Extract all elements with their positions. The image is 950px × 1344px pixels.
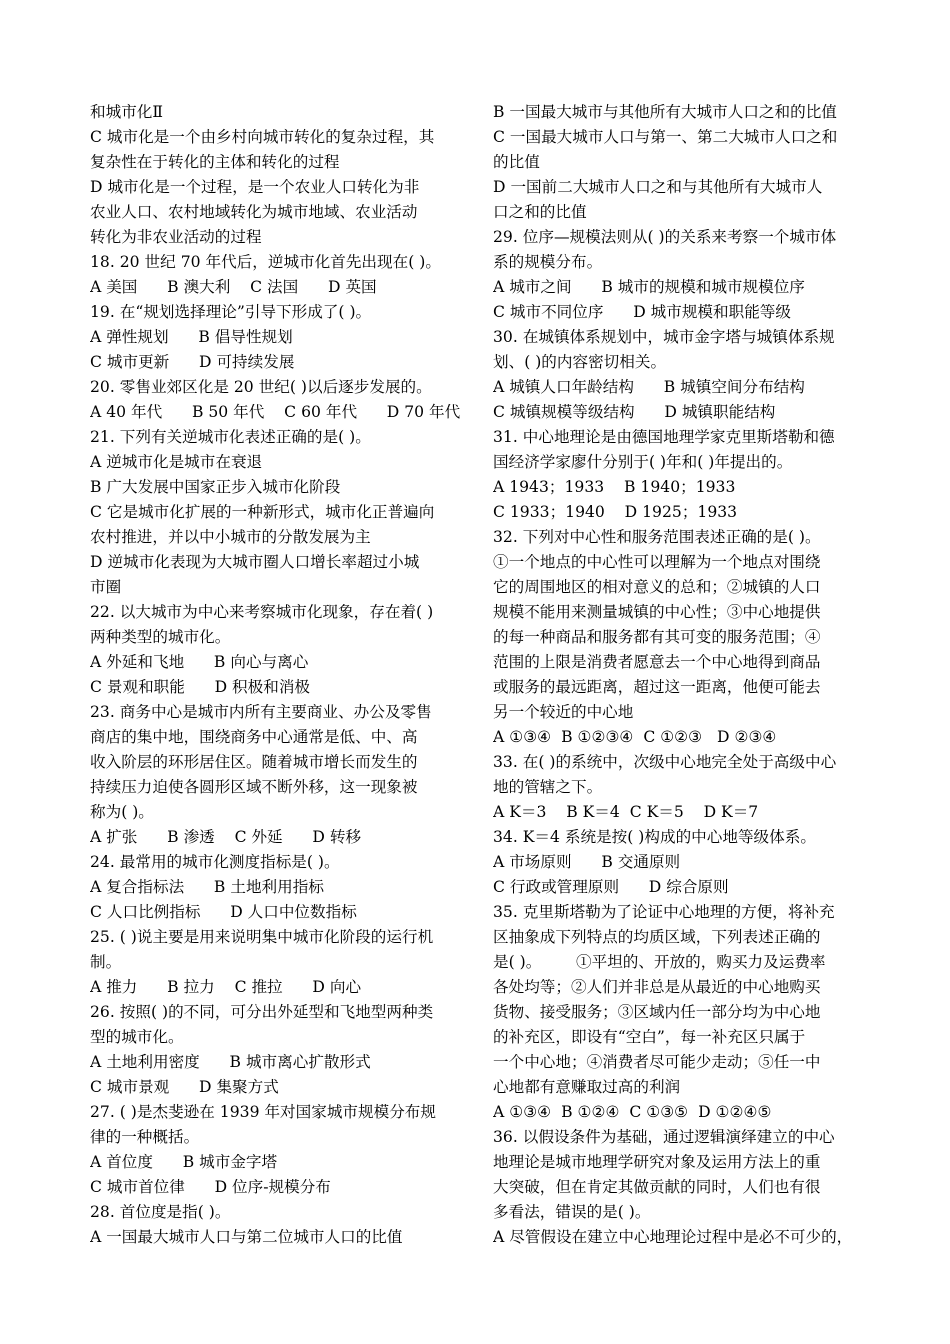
text-line: 34. K＝4 系统是按( )构成的中心地等级体系。 [493, 828, 816, 846]
text-line: 25. ( )说主要是用来说明集中城市化阶段的运行机 [90, 928, 434, 946]
text-line: 心地都有意赚取过高的利润 [493, 1078, 681, 1096]
text-line: A 逆城市化是城市在衰退 [90, 453, 263, 471]
text-line: A 外延和飞地 B 向心与离心 [90, 653, 309, 671]
left-text-column [90, 100, 460, 1250]
text-line: D 一国前二大城市人口之和与其他所有大城市人 [493, 178, 823, 196]
text-line: A 美国 B 澳大利 C 法国 D 英国 [90, 278, 377, 296]
text-line: 系的规模分布。 [493, 253, 603, 271]
text-line: 大突破，但在肯定其做贡献的同时，人们也有很 [493, 1178, 821, 1196]
text-line: 24. 最常用的城市化测度指标是( )。 [90, 853, 340, 871]
text-line: 市圈 [90, 578, 122, 596]
text-line: 区抽象成下列特点的均质区域，下列表述正确的 [493, 928, 821, 946]
text-line: 29. 位序—规模法则从( )的关系来考察一个城市体 [493, 228, 837, 246]
text-line: 地的管辖之下。 [493, 778, 603, 796]
text-line: 33. 在( )的系统中，次级中心地完全处于高级中心 [493, 753, 837, 771]
text-line: 农业人口、农村地域转化为城市地域、农业活动 [90, 203, 418, 221]
text-line: 地理论是城市地理学研究对象及运用方法上的重 [493, 1153, 821, 1171]
text-line: A ①③④ B ①②④ C ①③⑤ D ①②④⑤ [493, 1103, 772, 1121]
text-line: 30. 在城镇体系规划中，城市金字塔与城镇体系规 [493, 328, 835, 346]
text-line: 范围的上限是消费者愿意去一个中心地得到商品 [493, 653, 821, 671]
text-line: 另一个较近的中心地 [493, 703, 634, 721]
text-line: 转化为非农业活动的过程 [90, 228, 262, 246]
text-line: 口之和的比值 [493, 203, 587, 221]
text-line: A 复合指标法 B 土地利用指标 [90, 878, 324, 896]
text-line: 划、( )的内容密切相关。 [493, 353, 667, 371]
text-line: 20. 零售业郊区化是 20 世纪( )以后逐步发展的。 [90, 378, 432, 396]
text-line: B 一国最大城市与其他所有大城市人口之和的比值 [493, 103, 837, 121]
text-line: 27. ( )是杰斐逊在 1939 年对国家城市规模分布规 [90, 1103, 436, 1121]
text-line: 两种类型的城市化。 [90, 628, 231, 646]
text-line: C 城市化是一个由乡村向城市转化的复杂过程，其 [90, 128, 435, 146]
text-line: 的比值 [493, 153, 540, 171]
text-line: C 行政或管理原则 D 综合原则 [493, 878, 729, 896]
text-line: A 弹性规划 B 倡导性规划 [90, 328, 293, 346]
text-line: C 城市景观 D 集聚方式 [90, 1078, 279, 1096]
text-line: C 1933；1940 D 1925；1933 [493, 503, 738, 521]
text-line: 22. 以大城市为中心来考察城市化现象，存在着( ) [90, 603, 434, 621]
text-line: 32. 下列对中心性和服务范围表述正确的是( )。 [493, 528, 821, 546]
text-line: 收入阶层的环形居住区。随着城市增长而发生的 [90, 753, 418, 771]
text-line: A 尽管假设在建立中心地理论过程中是必不可少的， [493, 1228, 853, 1246]
text-line: 持续压力迫使各圆形区域不断外移，这一现象被 [90, 778, 418, 796]
text-line: A 首位度 B 城市金字塔 [90, 1153, 278, 1171]
text-line: 18. 20 世纪 70 年代后，逆城市化首先出现在( )。 [90, 253, 441, 271]
text-line: 律的一种概括。 [90, 1128, 200, 1146]
text-line: A ①③④ B ①②③④ C ①②③ D ②③④ [493, 728, 777, 746]
text-line: 规模不能用来测量城镇的中心性；③中心地提供 [493, 603, 821, 621]
text-line: 农村推进，并以中小城市的分散发展为主 [90, 528, 371, 546]
text-line: 一个中心地；④消费者尽可能少走动；⑤任一中 [493, 1053, 821, 1071]
text-line: A 40 年代 B 50 年代 C 60 年代 D 70 年代 [90, 403, 460, 421]
text-line: 货物、接受服务；③区域内任一部分均为中心地 [493, 1003, 821, 1021]
text-line: C 人口比例指标 D 人口中位数指标 [90, 903, 357, 921]
text-line: 是( )。 ①平坦的、开放的，购买力及运费率 [493, 953, 826, 971]
text-line: C 城市首位律 D 位序-规模分布 [90, 1178, 331, 1196]
text-line: 的补充区，即设有“空白”，每一补充区只属于 [493, 1028, 806, 1046]
text-line: A 城市之间 B 城市的规模和城市规模位序 [493, 278, 805, 296]
text-line: A 1943；1933 B 1940；1933 [493, 478, 736, 496]
text-line: 21. 下列有关逆城市化表述正确的是( )。 [90, 428, 371, 446]
text-line: C 景观和职能 D 积极和消极 [90, 678, 311, 696]
text-line: 28. 首位度是指( )。 [90, 1203, 231, 1221]
text-line: 31. 中心地理论是由德国地理学家克里斯塔勒和德 [493, 428, 835, 446]
text-line: D 城市化是一个过程，是一个农业人口转化为非 [90, 178, 420, 196]
text-line: C 一国最大城市人口与第一、第二大城市人口之和 [493, 128, 838, 146]
text-line: D 逆城市化表现为大城市圈人口增长率超过小城 [90, 553, 420, 571]
text-line: A 土地利用密度 B 城市离心扩散形式 [90, 1053, 371, 1071]
text-line: 19. 在“规划选择理论”引导下形成了( )。 [90, 303, 372, 321]
text-line: C 城市不同位序 D 城市规模和职能等级 [493, 303, 791, 321]
text-line: A 扩张 B 渗透 C 外延 D 转移 [90, 828, 362, 846]
text-line: 称为( )。 [90, 803, 154, 821]
text-line: 或服务的最远距离，超过这一距离，他便可能去 [493, 678, 821, 696]
text-line: A 市场原则 B 交通原则 [493, 853, 681, 871]
text-line: 制。 [90, 953, 122, 971]
text-line: 的每一种商品和服务都有其可变的服务范围；④ [493, 628, 821, 646]
text-line: 36. 以假设条件为基础，通过逻辑演绎建立的中心 [493, 1128, 835, 1146]
text-line: 26. 按照( )的不同，可分出外延型和飞地型两种类 [90, 1003, 434, 1021]
text-line: 23. 商务中心是城市内所有主要商业、办公及零售 [90, 703, 432, 721]
text-line: C 它是城市化扩展的一种新形式，城市化正普遍向 [90, 503, 435, 521]
text-line: A 推力 B 拉力 C 推拉 D 向心 [90, 978, 362, 996]
text-line: C 城市更新 D 可持续发展 [90, 353, 295, 371]
text-line: 多看法，错误的是( )。 [493, 1203, 651, 1221]
text-line: 它的周围地区的相对意义的总和；②城镇的人口 [493, 578, 821, 596]
text-line: 和城市化Ⅱ [90, 103, 163, 121]
text-line: A K＝3 B K＝4 C K＝5 D K＝7 [493, 803, 759, 821]
text-line: A 城镇人口年龄结构 B 城镇空间分布结构 [493, 378, 805, 396]
text-line: C 城镇规模等级结构 D 城镇职能结构 [493, 403, 776, 421]
text-line: A 一国最大城市人口与第二位城市人口的比值 [90, 1228, 403, 1246]
text-line: 型的城市化。 [90, 1028, 184, 1046]
right-text-column [493, 100, 863, 1250]
text-line: 35. 克里斯塔勒为了论证中心地理的方便，将补充 [493, 903, 835, 921]
text-line: B 广大发展中国家正步入城市化阶段 [90, 478, 341, 496]
text-line: 复杂性在于转化的主体和转化的过程 [90, 153, 340, 171]
text-line: 国经济学家廖什分别于( )年和( )年提出的。 [493, 453, 793, 471]
text-line: 商店的集中地，围绕商务中心通常是低、中、高 [90, 728, 418, 746]
text-line: 各处均等；②人们并非总是从最近的中心地购买 [493, 978, 821, 996]
text-line: ①一个地点的中心性可以理解为一个地点对围绕 [493, 553, 821, 571]
